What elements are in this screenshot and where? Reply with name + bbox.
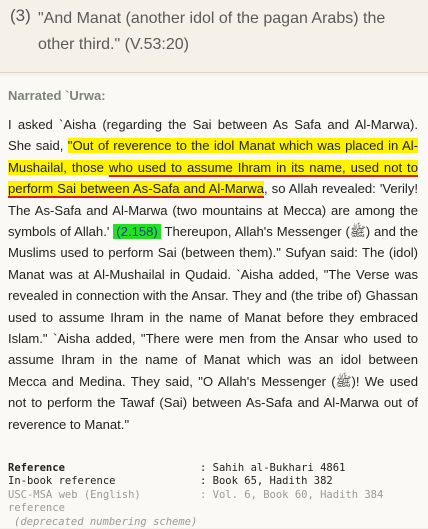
usc-msa-reference-value: : Vol. 6, Book 60, Hadith 384 bbox=[200, 488, 384, 501]
inbook-reference-value: : Book 65, Hadith 382 bbox=[200, 475, 333, 488]
underlined-text: who used to assume Ihram in its name, used not to perform Sai between As-Safa and Al-Marwa bbox=[8, 159, 418, 197]
reference-table bbox=[8, 462, 424, 529]
usc-msa-reference-label: USC-MSA web (English) reference bbox=[8, 488, 141, 515]
hadith-text bbox=[8, 114, 418, 435]
verse-reference-link[interactable]: (2.158) bbox=[113, 224, 161, 239]
hadith-container bbox=[0, 76, 428, 528]
usc-msa-reference-row bbox=[8, 489, 424, 516]
hadith-rest: Thereupon, Allah's Messenger (ﷺ) and the Muslims used to perform Sai (between them)." Sufyan said: The (idol) Manat was at Al-Mushailal in Qudaid. `Aisha added, "The Verse was revealed in connection with the Ansar. They and (the tribe of) Ghassan used to assume Ihram in the name of Manat before they embraced Islam." `Aisha added, "There were men from the Ansar who used to assume Ihram in the name of Manat which was an idol between Mecca and Medina. They said, "O Allah's Messenger (ﷺ)! We used not to perform the Tawaf (Sai) between As-Safa and Al-Marwa out of reverence to Manat." bbox=[8, 224, 418, 432]
highlighted-plain: "Out of reverence to the idol Manat which was placed in Al-Mushailal, those bbox=[8, 138, 418, 175]
verse-header bbox=[0, 0, 428, 64]
reference-row bbox=[8, 462, 424, 475]
divider bbox=[0, 72, 428, 73]
deprecated-note: (deprecated numbering scheme) bbox=[14, 515, 198, 528]
reference-label: Reference bbox=[8, 462, 65, 474]
reference-value: : Sahih al-Bukhari 4861 bbox=[200, 462, 346, 474]
hadith-after-highlight: , so Allah revealed: 'Verily! The As-Safa and Al-Marwa (two mountains at Mecca) are among the symbols of Allah.' bbox=[8, 181, 418, 240]
verse-number: (3) bbox=[10, 6, 31, 25]
inbook-reference-row bbox=[8, 475, 424, 488]
verse-text: "And Manat (another idol of the pagan Arabs) the other third." (V.53:20) bbox=[38, 10, 386, 53]
narrator-label: Narrated `Urwa: bbox=[8, 88, 106, 103]
inbook-reference-label: In-book reference bbox=[8, 475, 116, 488]
hadith-intro: I asked `Aisha (regarding the Sai between As Safa and Al-Marwa). She said, bbox=[8, 117, 418, 154]
